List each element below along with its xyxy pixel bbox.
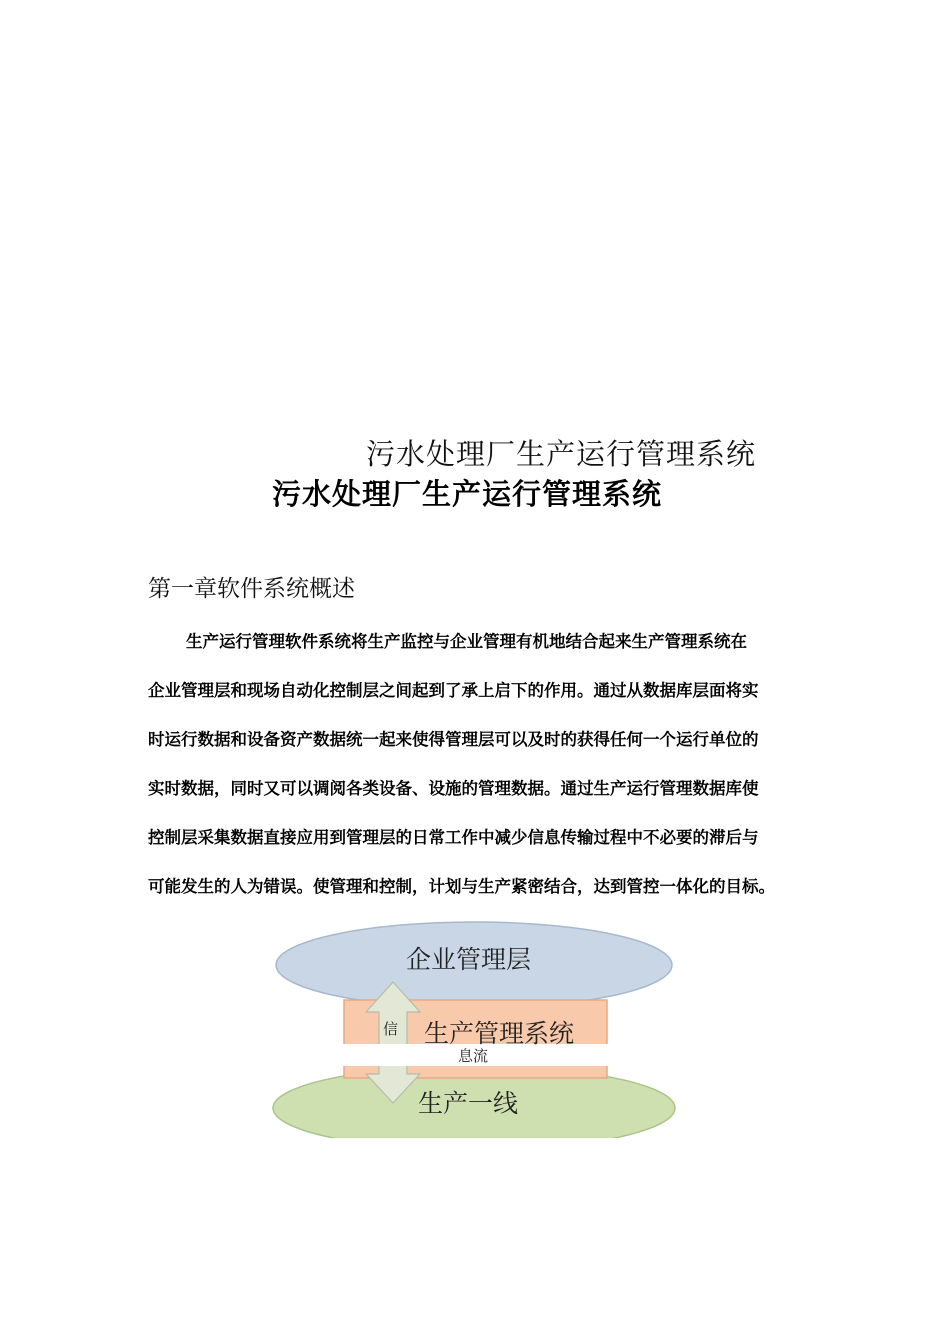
chapter-heading: 第一章软件系统概述 xyxy=(148,576,355,602)
paragraph-line-2: 企业管理层和现场自动化控制层之间起到了承上启下的作用。通过从数据库层面将实 xyxy=(148,681,759,700)
paragraph-line-1: 生产运行管理软件系统将生产监控与企业管理有机地结合起来生产管理系统在 xyxy=(186,632,747,651)
paragraph-line-3: 时运行数据和设备资产数据统一起来使得管理层可以及时的获得任何一个运行单位的 xyxy=(148,730,759,749)
arrow-label-part2: 息流 xyxy=(458,1047,489,1065)
top-layer-label: 企业管理层 xyxy=(406,945,532,974)
header-title: 污水处理厂生产运行管理系统 xyxy=(366,437,757,471)
paragraph-line-5: 控制层采集数据直接应用到管理层的日常工作中减少信息传输过程中不必要的滞后与 xyxy=(148,828,759,847)
paragraph-line-6: 可能发生的人为错误。使管理和控制，计划与生产紧密结合，达到管控一体化的目标。 xyxy=(148,877,775,896)
system-layer-diagram xyxy=(268,918,688,1138)
main-title: 污水处理厂生产运行管理系统 xyxy=(272,477,663,511)
bottom-layer-label: 生产一线 xyxy=(418,1089,519,1118)
middle-layer-label: 生产管理系统 xyxy=(424,1019,575,1048)
paragraph-line-4: 实时数据，同时又可以调阅各类设备、设施的管理数据。通过生产运行管理数据库使 xyxy=(148,779,759,798)
arrow-label-part1: 信 xyxy=(383,1020,399,1038)
